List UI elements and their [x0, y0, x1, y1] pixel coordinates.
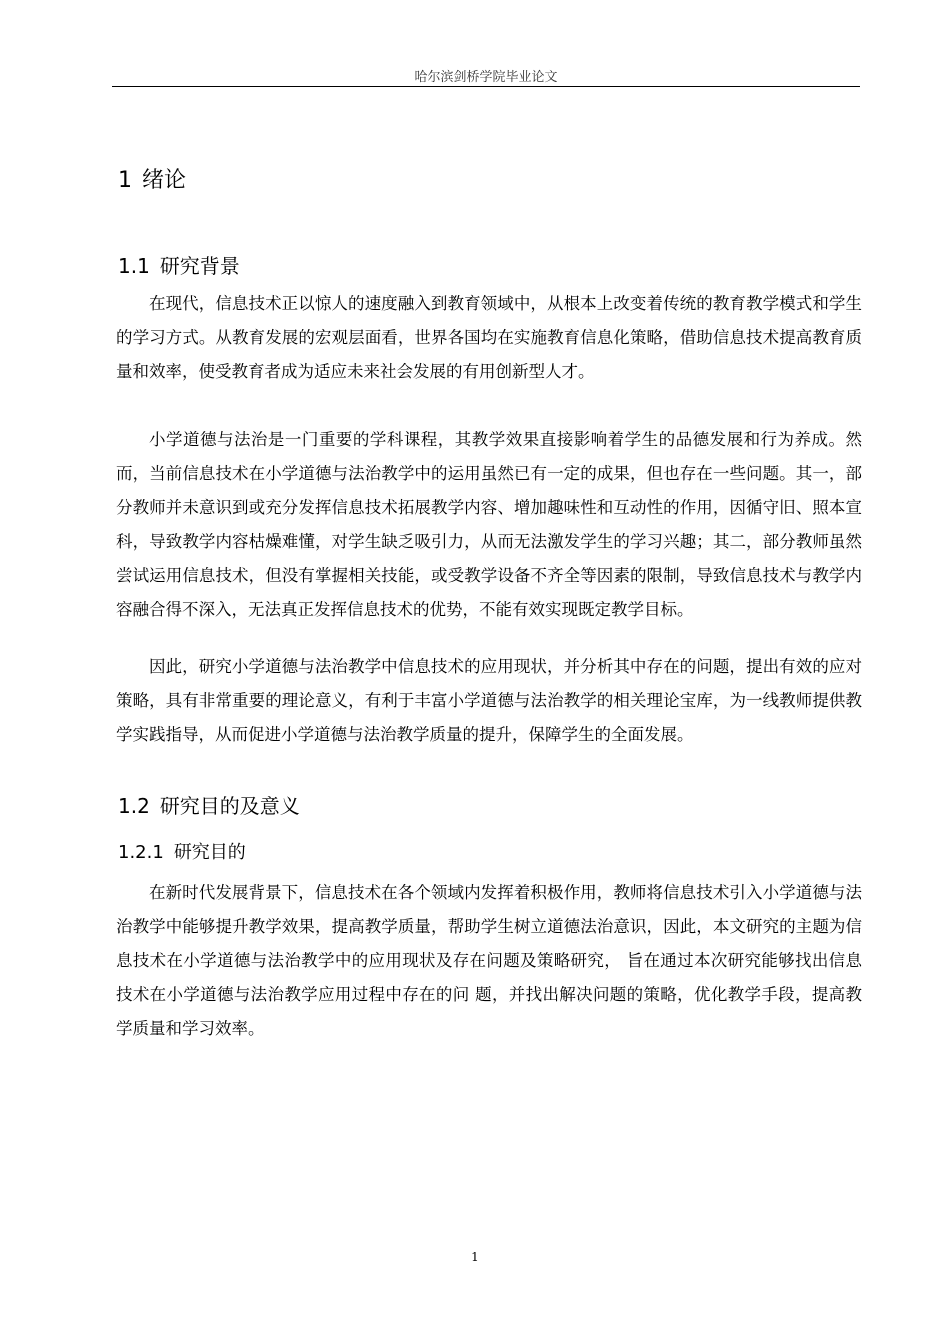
section-1-2-1-title: 研究目的	[173, 842, 246, 863]
chapter-heading	[118, 163, 186, 194]
section-1-1-heading	[118, 250, 240, 279]
header-rule	[112, 86, 860, 87]
paragraph-1-1-a: 在现代，信息技术正以惊人的速度融入到教育领域中，从根本上改变着传统的教育教学模式和学生的学习方式。从教育发展的宏观层面看，世界各国均在实施教育信息化策略，借助信息技术提高教育质量和效率，使受教育者成为适应未来社会发展的有用创新型人才。	[116, 294, 862, 381]
running-header: 哈尔滨剑桥学院毕业论文	[414, 70, 558, 85]
section-1-1-number: 1.1	[118, 254, 150, 278]
section-1-1-title: 研究背景	[159, 254, 240, 278]
page-number: 1	[471, 1250, 479, 1264]
chapter-title: 绪论	[142, 168, 187, 193]
paragraph-1-1-b: 小学道德与法治是一门重要的学科课程，其教学效果直接影响着学生的品德发展和行为养成。然而，当前信息技术在小学道德与法治教学中的运用虽然已有一定的成果，但也存在一些问题。其一，部分教师并未意识到或充分发挥信息技术拓展教学内容、增加趣味性和互动性的作用，因循守旧、照本宣科，导致教学内容枯燥难懂，对学生缺乏吸引力，从而无法激发学生的学习兴趣；其二，部分教师虽然尝试运用信息技术，但没有掌握相关技能，或受教学设备不齐全等因素的限制，导致信息技术与教学内容融合得不深入，无法真正发挥信息技术的优势，不能有效实现既定教学目标。	[116, 430, 862, 619]
paragraph-1-1-c: 因此，研究小学道德与法治教学中信息技术的应用现状，并分析其中存在的问题，提出有效的应对策略，具有非常重要的理论意义，有利于丰富小学道德与法治教学的相关理论宝库，为一线教师提供教学实践指导，从而促进小学道德与法治教学质量的提升，保障学生的全面发展。	[116, 657, 862, 744]
section-1-2-1-number: 1.2.1	[118, 842, 164, 863]
section-1-2-number: 1.2	[118, 794, 150, 818]
section-1-2-heading	[118, 790, 300, 819]
paragraph-1-2-1-a: 在新时代发展背景下，信息技术在各个领域内发挥着积极作用，教师将信息技术引入小学道德与法治教学中能够提升教学效果，提高教学质量，帮助学生树立道德法治意识，因此，本文研究的主题为信息技术在小学道德与法治教学中的应用现状及存在问题及策略研究， 旨在通过本次研究能够找出信息技术在小学道德与法治教学应用过程中存在的问 题，并找出解决问题的策略，优化教学手段，提高教学质量和学习效率。	[116, 883, 862, 1038]
chapter-number: 1	[118, 168, 132, 193]
section-1-2-1-heading	[118, 838, 246, 864]
section-1-2-title: 研究目的及意义	[159, 794, 300, 818]
